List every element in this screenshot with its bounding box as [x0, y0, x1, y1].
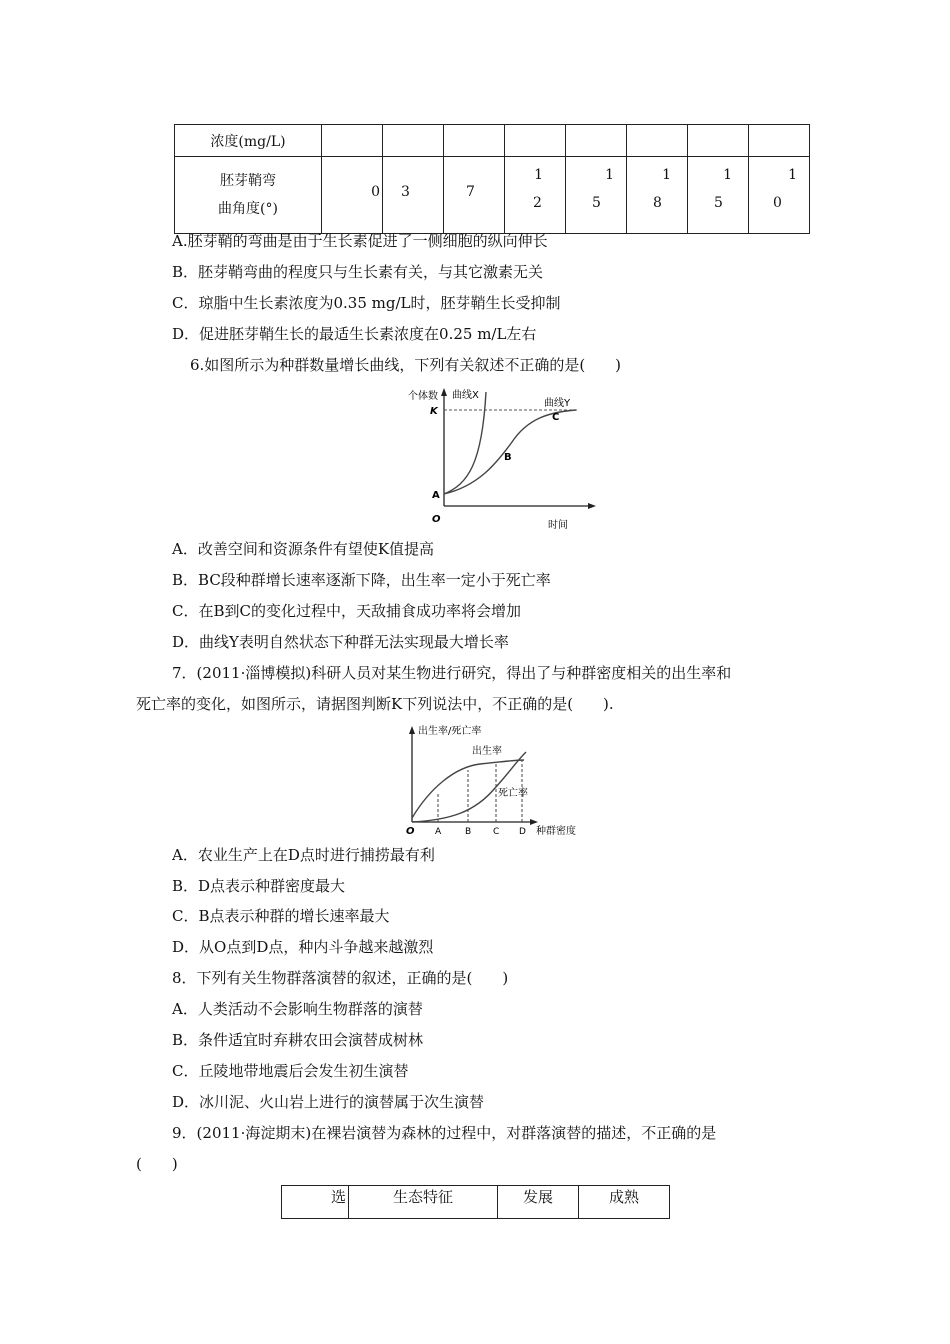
tick-b-label: B [465, 827, 472, 837]
population-growth-figure [400, 384, 600, 534]
table-cell: 1 0 [749, 157, 810, 234]
q5-option-a: A.胚芽鞘的弯曲是由于生长素促进了一侧细胞的纵向伸长 [172, 232, 548, 250]
header-developing: 发展 [498, 1186, 579, 1219]
y-axis-arrow [409, 726, 415, 734]
point-c-label: C [552, 412, 560, 423]
point-b-label: B [504, 452, 512, 463]
q5-option-d: D．促进胚芽鞘生长的最适生长素浓度在0.25 m/L左右 [172, 325, 537, 343]
q7-option-b: B．D点表示种群密度最大 [172, 877, 346, 895]
x-label: 种群密度 [536, 826, 576, 837]
table-cell: 1 5 [566, 157, 627, 234]
origin-label: O [432, 514, 441, 525]
q8-stem: 8．下列有关生物群落演替的叙述，正确的是( ) [172, 969, 509, 987]
death-label: 死亡率 [498, 788, 528, 799]
k-label: K [430, 406, 438, 417]
concentration-header: 浓度(mg/L) [175, 125, 322, 157]
table-cell: 0 [322, 157, 383, 234]
succession-table [281, 1185, 670, 1219]
tick-d-label: D [519, 827, 526, 837]
table-cell: 1 2 [505, 157, 566, 234]
x-axis-arrow [588, 503, 596, 509]
bend-angle-header: 胚芽鞘弯 曲角度(°) [175, 157, 322, 234]
q8-option-c: C．丘陵地带地震后会发生初生演替 [172, 1062, 409, 1080]
tick-a-label: A [435, 827, 442, 837]
concentration-table [174, 124, 810, 234]
q9-stem-line1: 9．(2011·海淀期末)在裸岩演替为森林的过程中，对群落演替的描述，不正确的是 [172, 1124, 717, 1142]
birth-death-rate-figure [400, 722, 590, 840]
table-cell: 3 [383, 157, 444, 234]
origin-label: O [406, 826, 415, 837]
x-axis-arrow [530, 819, 538, 825]
q7-option-d: D．从O点到D点，种内斗争越来越激烈 [172, 938, 434, 956]
tick-c-label: C [493, 827, 500, 837]
q7-stem-line2: 死亡率的变化，如图所示，请据图判断K下列说法中，不正确的是( ). [136, 695, 614, 713]
curve-x-label: 曲线X [452, 390, 479, 401]
q5-option-b: B．胚芽鞘弯曲的程度只与生长素有关，与其它激素无关 [172, 263, 544, 281]
q8-option-a: A．人类活动不会影响生物群落的演替 [172, 1000, 423, 1018]
curve-x [444, 392, 486, 494]
y-label: 出生率/死亡率 [418, 726, 482, 737]
point-a-label: A [432, 490, 440, 501]
y-axis-arrow [441, 388, 447, 396]
q7-option-a: A．农业生产上在D点时进行捕捞最有利 [172, 846, 435, 864]
q5-option-c: C．琼脂中生长素浓度为0.35 mg/L时，胚芽鞘生长受抑制 [172, 294, 561, 312]
header-option: 选 [282, 1186, 349, 1219]
q8-option-d: D．冰川泥、火山岩上进行的演替属于次生演替 [172, 1093, 485, 1111]
death-rate-curve [412, 752, 526, 822]
q7-option-c: C．B点表示种群的增长速率最大 [172, 907, 390, 925]
table-cell: 1 8 [627, 157, 688, 234]
q6-option-d: D．曲线Y表明自然状态下种群无法实现最大增长率 [172, 633, 509, 651]
q6-option-b: B．BC段种群增长速率逐渐下降，出生率一定小于死亡率 [172, 571, 551, 589]
q6-option-c: C．在B到C的变化过程中，天敌捕食成功率将会增加 [172, 602, 521, 620]
table-cell: 1 5 [688, 157, 749, 234]
curve-y-label: 曲线Y [544, 398, 571, 409]
birth-label: 出生率 [472, 746, 502, 757]
table-cell: 7 [444, 157, 505, 234]
y-label: 个体数 [408, 391, 438, 402]
q6-stem: 6.如图所示为种群数量增长曲线，下列有关叙述不正确的是( ) [190, 356, 622, 374]
q8-option-b: B．条件适宜时弃耕农田会演替成树林 [172, 1031, 424, 1049]
x-label: 时间 [548, 520, 568, 531]
q6-option-a: A．改善空间和资源条件有望使K值提高 [172, 540, 435, 558]
header-mature: 成熟 [579, 1186, 670, 1219]
q9-stem-line2: ( ) [136, 1155, 178, 1173]
q7-stem-line1: 7．(2011·淄博模拟)科研人员对某生物进行研究，得出了与种群密度相关的出生率和 [172, 664, 732, 682]
header-feature: 生态特征 [349, 1186, 498, 1219]
